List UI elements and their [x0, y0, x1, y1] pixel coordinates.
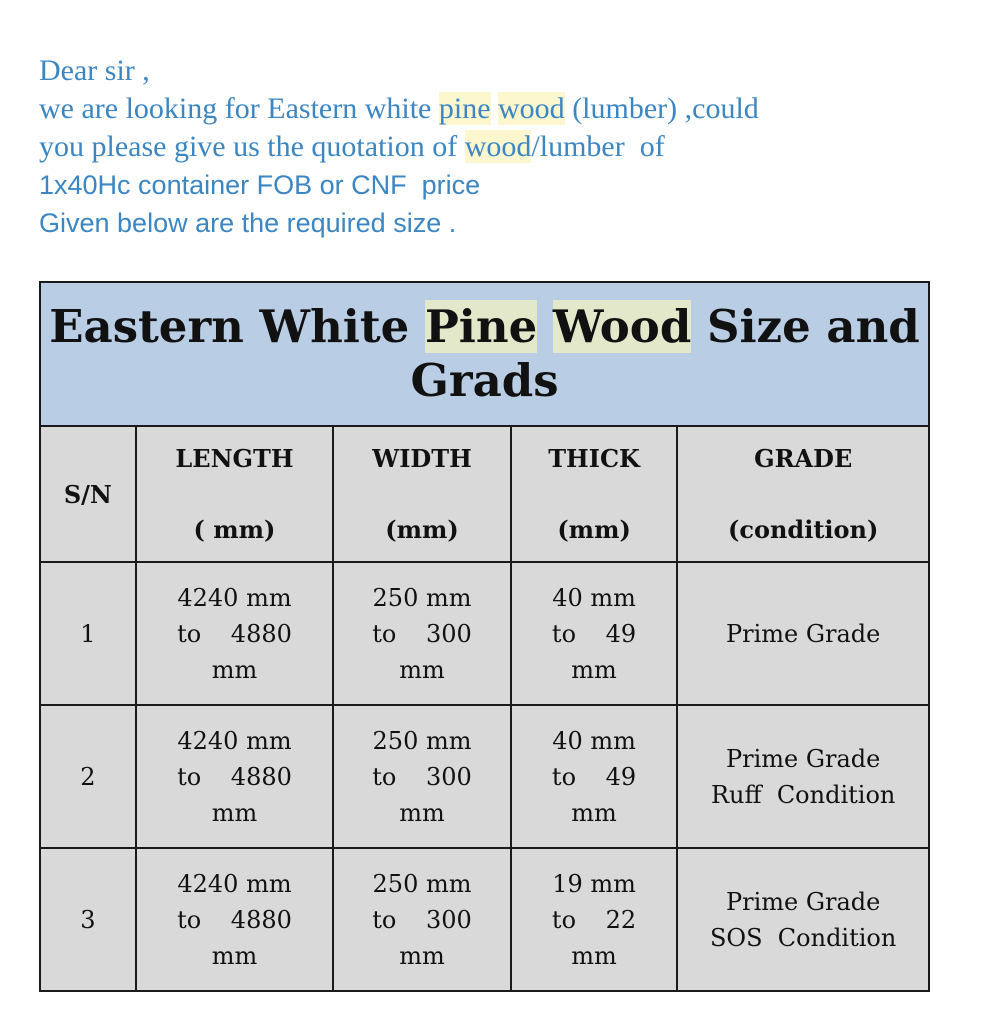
header-sn: S/N	[40, 426, 136, 562]
grade-line-2: SOS Condition	[709, 923, 897, 952]
table-row	[40, 705, 929, 848]
length-from: 4240 mm	[177, 726, 292, 755]
header-length	[136, 426, 334, 562]
thick-from: 19 mm	[552, 869, 636, 898]
thick-unit: mm	[571, 798, 617, 827]
width-from: 250 mm	[372, 726, 472, 755]
cell-width	[333, 705, 511, 848]
header-width-unit: (mm)	[385, 515, 459, 544]
letter-line-4: 1x40Hc container FOB or CNF price	[39, 170, 481, 200]
thick-unit: mm	[571, 655, 617, 684]
header-width-label: WIDTH	[372, 444, 472, 473]
width-to: to 300	[372, 905, 472, 934]
title-highlight-pine: Pine	[424, 300, 538, 353]
header-thick	[511, 426, 678, 562]
cell-length	[136, 848, 334, 991]
cell-sn: 3	[40, 848, 136, 991]
grade-line-1: Prime Grade	[725, 887, 881, 916]
length-from: 4240 mm	[177, 583, 292, 612]
table-title-second-line: Grads	[410, 354, 559, 407]
cell-length	[136, 705, 334, 848]
grade-line-1: Prime Grade	[725, 619, 881, 648]
letter-line-2-start: we are looking for Eastern white	[39, 92, 439, 125]
length-to: to 4880	[177, 905, 292, 934]
cell-thick	[511, 562, 678, 705]
greeting: Dear sir ,	[39, 54, 150, 87]
letter-line-2	[39, 90, 959, 128]
thick-from: 40 mm	[552, 726, 636, 755]
cell-sn: 1	[40, 562, 136, 705]
width-unit: mm	[399, 655, 445, 684]
width-to: to 300	[372, 619, 472, 648]
cell-width	[333, 848, 511, 991]
highlight-wood: wood	[498, 92, 565, 125]
letter-line-2-end: (lumber) ,could	[564, 92, 759, 125]
cell-thick	[511, 705, 678, 848]
header-grade	[677, 426, 929, 562]
length-unit: mm	[211, 655, 258, 684]
highlight-pine: pine	[438, 92, 491, 125]
letter-line-3-end: /lumber of	[531, 130, 665, 163]
cell-grade	[677, 848, 929, 991]
width-to: to 300	[372, 762, 472, 791]
letter-body	[39, 52, 959, 242]
header-width	[333, 426, 511, 562]
letter-line-3-start: you please give us the quotation of	[39, 130, 465, 163]
letter-line-5: Given below are the required size .	[39, 208, 457, 238]
table-row	[40, 562, 929, 705]
header-length-label: LENGTH	[175, 444, 294, 473]
size-grade-table	[39, 281, 930, 992]
length-from: 4240 mm	[177, 869, 292, 898]
thick-unit: mm	[571, 941, 617, 970]
grade-line-2: Ruff Condition	[710, 780, 896, 809]
header-length-unit: ( mm)	[193, 515, 276, 544]
cell-grade	[677, 562, 929, 705]
header-thick-unit: (mm)	[557, 515, 631, 544]
letter-line-3	[39, 128, 959, 166]
header-row	[40, 426, 929, 562]
table-row	[40, 848, 929, 991]
width-from: 250 mm	[372, 583, 472, 612]
highlight-wood-2: wood	[464, 130, 532, 163]
grade-line-1: Prime Grade	[725, 744, 881, 773]
table-title-end: Size and	[691, 300, 920, 353]
cell-sn: 2	[40, 705, 136, 848]
thick-to: to 22	[551, 905, 637, 934]
cell-grade	[677, 705, 929, 848]
title-highlight-wood: Wood	[552, 300, 692, 353]
length-to: to 4880	[177, 762, 292, 791]
width-from: 250 mm	[372, 869, 472, 898]
thick-to: to 49	[551, 762, 637, 791]
header-thick-label: THICK	[548, 444, 640, 473]
length-unit: mm	[211, 941, 258, 970]
thick-from: 40 mm	[552, 583, 636, 612]
header-grade-label: GRADE	[754, 444, 853, 473]
length-unit: mm	[211, 798, 258, 827]
header-grade-unit: (condition)	[728, 515, 879, 544]
cell-length	[136, 562, 334, 705]
cell-width	[333, 562, 511, 705]
table-title	[40, 282, 929, 426]
table-title-start: Eastern White	[49, 300, 425, 353]
cell-thick	[511, 848, 678, 991]
width-unit: mm	[399, 798, 445, 827]
width-unit: mm	[399, 941, 445, 970]
length-to: to 4880	[177, 619, 292, 648]
thick-to: to 49	[551, 619, 637, 648]
